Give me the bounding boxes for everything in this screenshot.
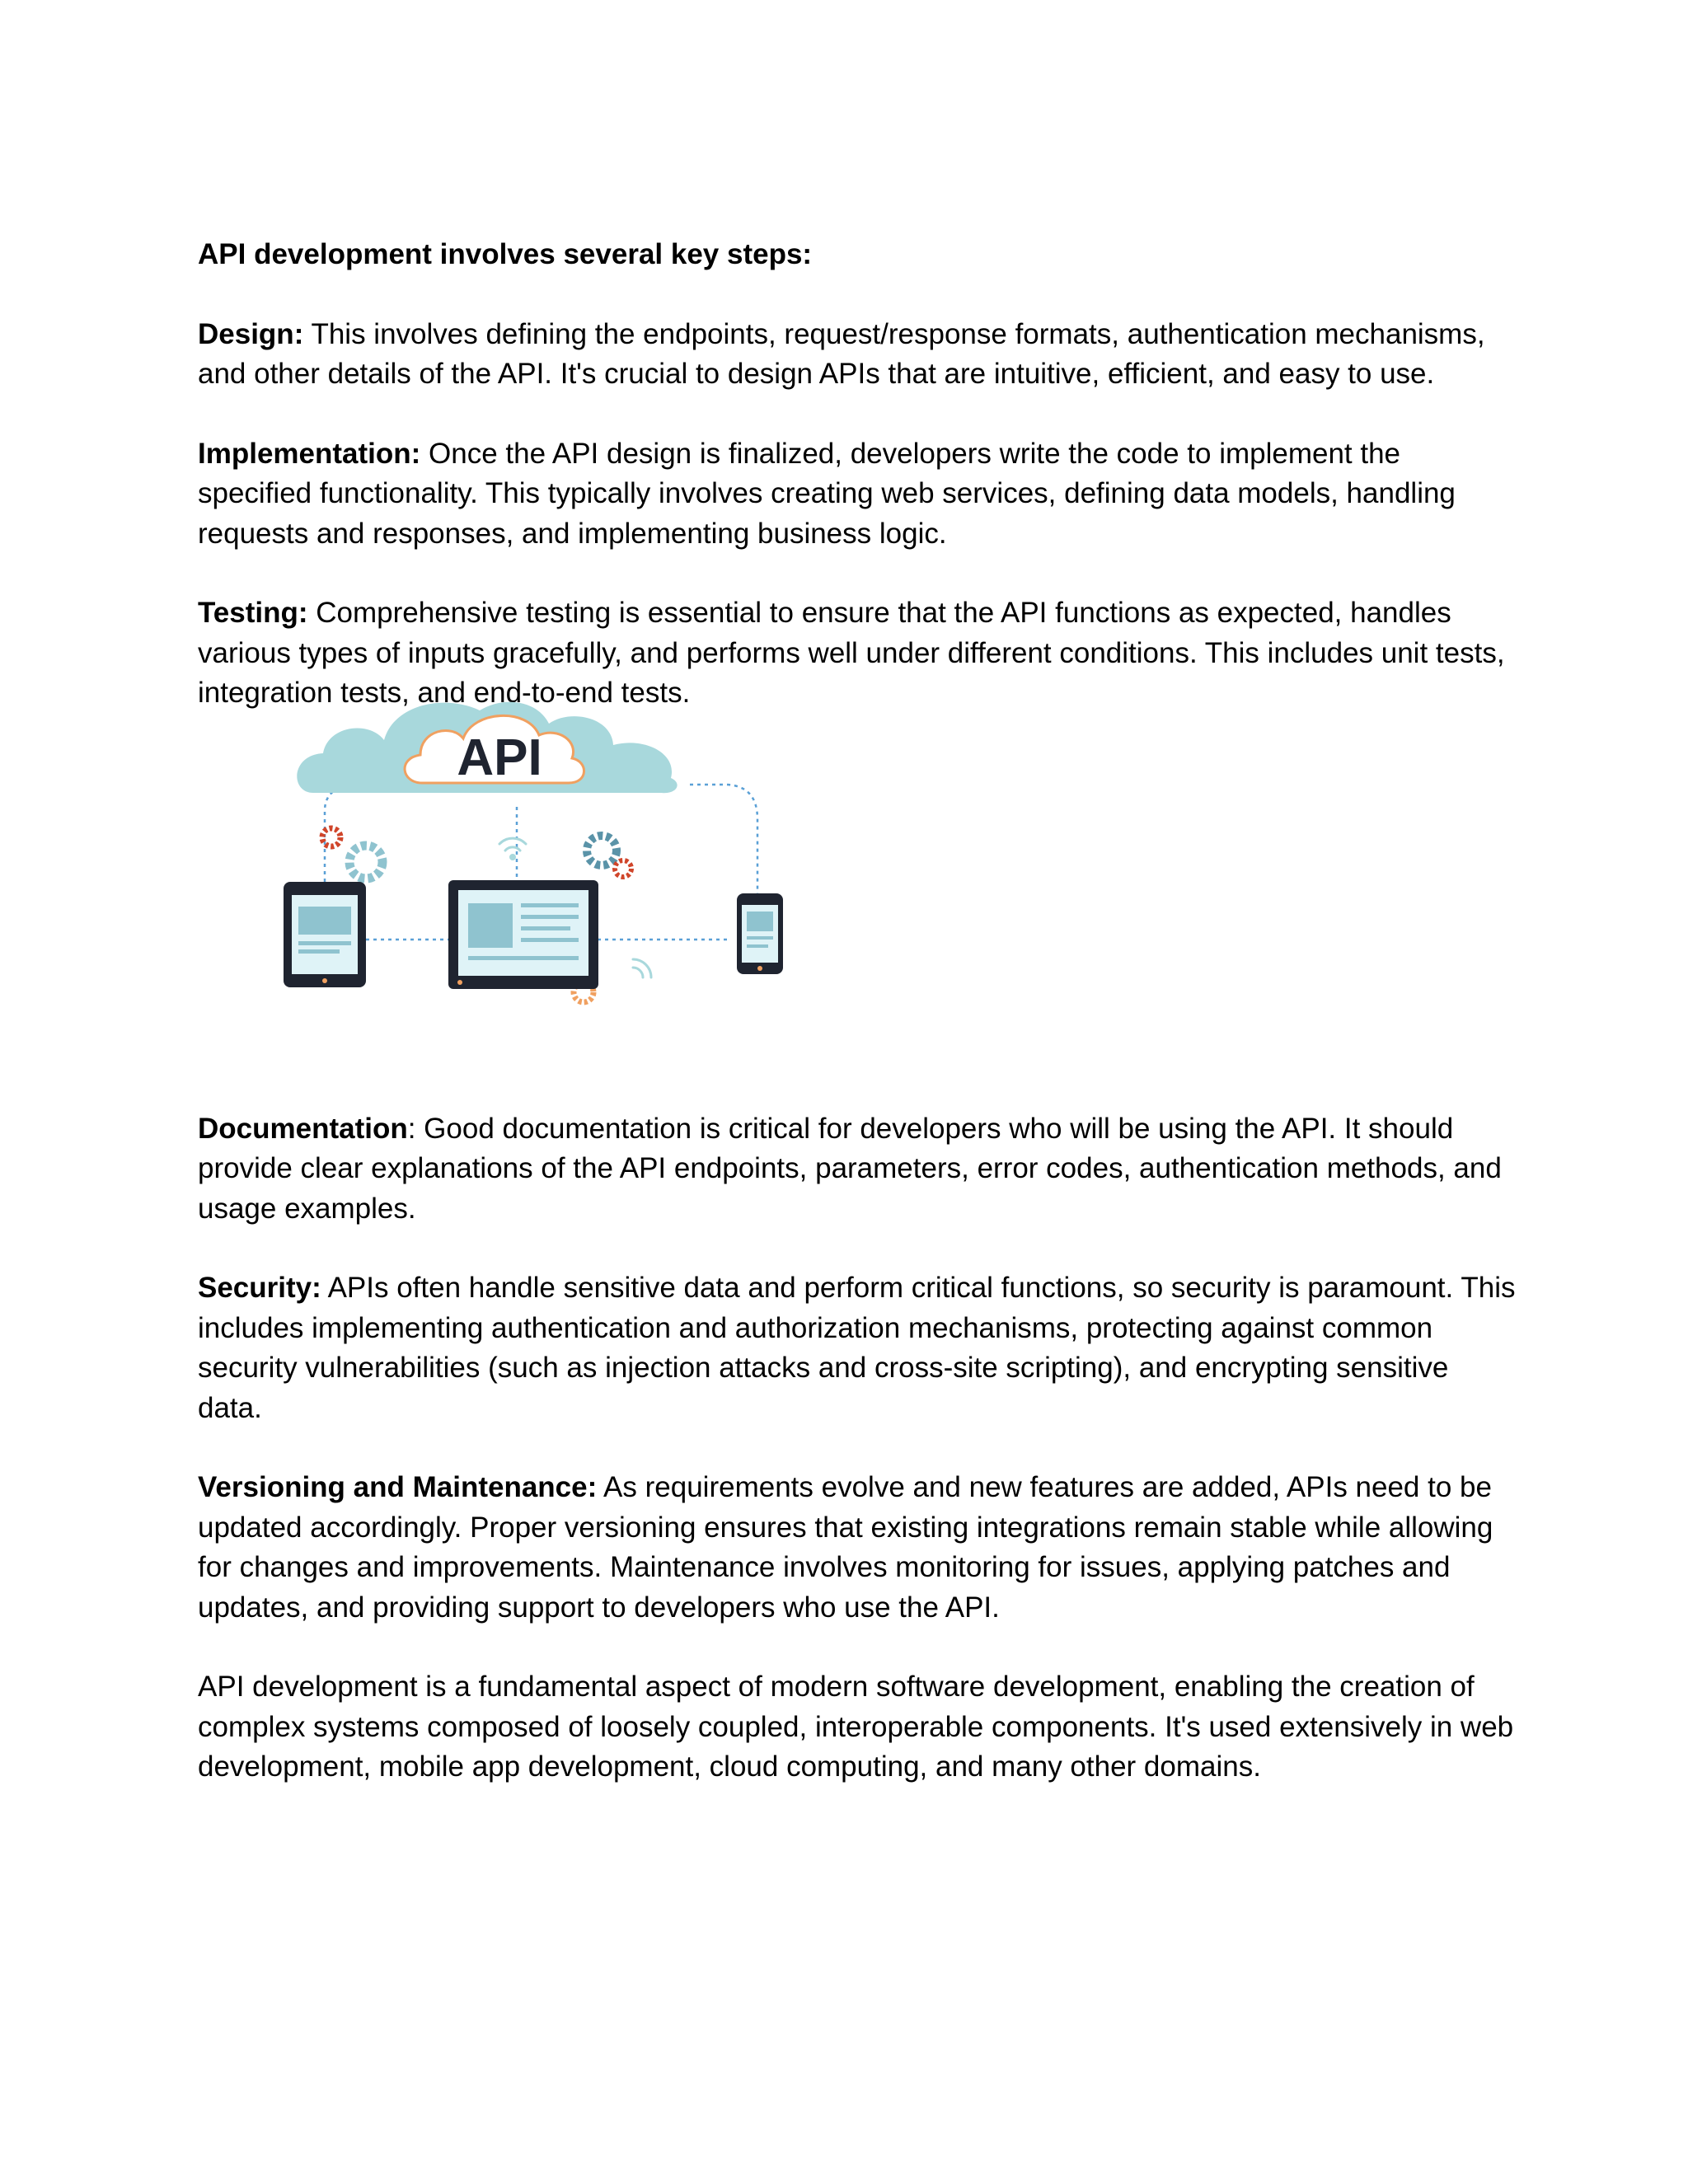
monitor-image — [468, 903, 513, 948]
tablet-image — [298, 907, 351, 935]
tablet-icon — [284, 882, 366, 987]
signal-icon — [633, 959, 651, 977]
monitor-line — [468, 956, 579, 960]
connector-left — [325, 785, 397, 882]
tablet-line — [298, 941, 351, 945]
gear-ring — [587, 836, 617, 865]
phone-icon — [737, 893, 783, 974]
section-term: Testing: — [198, 597, 308, 629]
section-term: Design: — [198, 317, 304, 350]
tablet-button — [322, 978, 327, 983]
section-documentation — [198, 1109, 1517, 1230]
cloud-icon — [297, 701, 677, 792]
section-term: Implementation: — [198, 437, 421, 470]
section-text: Once the API design is finalized, developers write the code to implement the specified functionality. This typically involves creating web services, defining data models, handling requests and responses, and implementing business logic. — [198, 437, 1456, 550]
monitor-line — [521, 926, 570, 930]
monitor-icon — [448, 880, 598, 989]
section-design — [198, 315, 1517, 395]
tablet-line — [298, 949, 340, 954]
cloud-api-label: API — [457, 729, 542, 786]
wifi-arc-outer — [499, 838, 526, 844]
monitor-line — [521, 938, 579, 942]
document-heading: API development involves several key steps: — [198, 238, 813, 270]
wifi-dot — [511, 855, 515, 859]
section-term: Versioning and Maintenance: — [198, 1471, 598, 1503]
closing-paragraph: API development is a fundamental aspect of modern software development, enabling the creation of complex systems composed of loosely coupled, interoperable components. It's used extensively in web development, mobile app development, cloud computing, and many other domains. — [198, 1671, 1514, 1783]
wifi-icon — [499, 838, 526, 859]
section-text: This involves defining the endpoints, request/response formats, authentication mechanisms, and other details of the API. It's crucial to design APIs that are intuitive, efficient, and easy to use. — [198, 317, 1485, 390]
phone-line — [747, 944, 768, 948]
gear-icon-right-large — [587, 836, 617, 865]
api-illustration — [232, 687, 793, 1033]
gear-ring — [615, 860, 631, 877]
section-text: As requirements evolve and new features are added, APIs need to be updated accordingly. Proper versioning ensures that existing integrations remain stable while allowing for changes and improvements. Maintenance involves monitoring for issues, applying patches and updates, and providing support to developers who use the API. — [198, 1471, 1493, 1624]
monitor-led — [457, 980, 462, 985]
section-term: Documentation — [198, 1112, 408, 1145]
phone-image — [747, 912, 773, 931]
monitor-line — [521, 915, 579, 919]
wifi-arc-inner — [505, 846, 520, 850]
section-versioning — [198, 1468, 1517, 1628]
section-text: Comprehensive testing is essential to ensure that the API functions as expected, handles various types of inputs gracefully, and performs well under different conditions. This includes unit tests, integration tests, and end-to-end tests. — [198, 597, 1505, 709]
section-testing — [198, 593, 1517, 714]
signal-arc-inner — [633, 968, 643, 977]
gear-icon-right-small — [615, 860, 631, 877]
section-implementation — [198, 434, 1517, 555]
section-text: APIs often handle sensitive data and perform critical functions, so security is paramount. This includes implementing authentication and authorization mechanisms, protecting against common security vulnerabilities (such as injection attacks and cross-site scripting), and encrypting sensitive data. — [198, 1272, 1516, 1424]
document-body — [198, 235, 1517, 1827]
connector-right — [690, 785, 757, 910]
monitor-line — [521, 903, 579, 907]
section-security — [198, 1268, 1517, 1428]
gear-ring — [349, 846, 382, 879]
phone-line — [747, 936, 773, 940]
phone-button — [757, 966, 762, 971]
figure-spacer — [198, 1033, 1517, 1109]
section-term: Security: — [198, 1272, 321, 1304]
section-text: : Good documentation is critical for developers who will be using the API. It should provide clear explanations of the API endpoints, parameters, error codes, authentication methods, and usage examples. — [198, 1112, 1502, 1225]
gear-icon-left-large — [349, 846, 382, 879]
